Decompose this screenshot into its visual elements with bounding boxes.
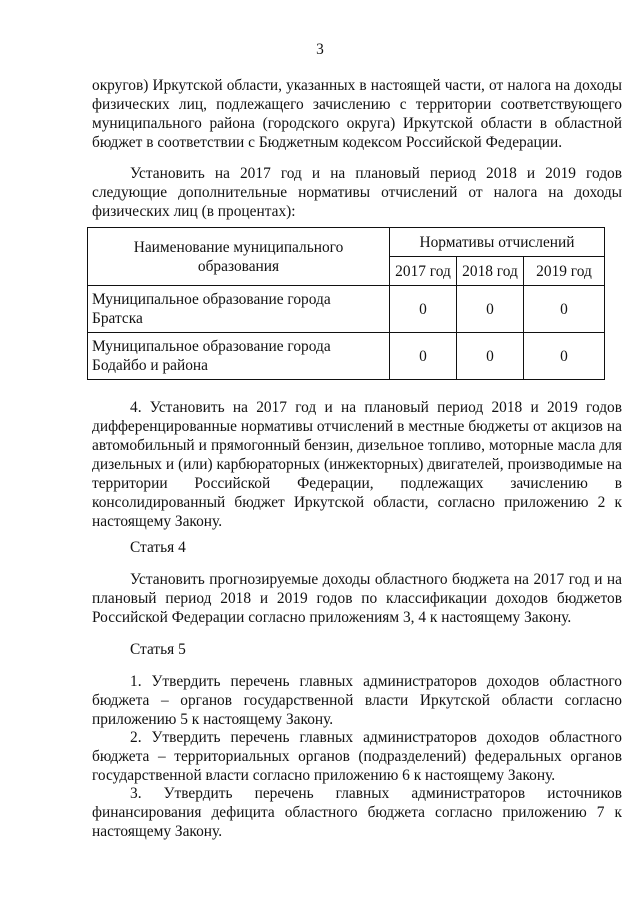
- norm-value-2018: 0: [457, 333, 524, 380]
- norm-value-2018: 0: [457, 286, 524, 333]
- paragraph-continuation: округов) Иркутской области, указанных в настоящей части, от налога на доходы физических лиц, подлежащего зачислению с территории соответствующего муниципального района (городского округа) Иркутской области в областной бюджет в соответствии с Бюджетным кодексом Российской Федерации.: [92, 77, 622, 151]
- table-header-row: [88, 228, 605, 257]
- municipality-name: Муниципальное образование города Братска: [88, 286, 390, 333]
- norm-value-2017: 0: [390, 286, 457, 333]
- page-number: 3: [316, 41, 324, 58]
- article-5-item-3: 3. Утвердить перечень главных администраторов источников финансирования дефицита областного бюджета согласно приложению 7 к настоящему Закону.: [92, 785, 622, 840]
- article-5-item-1: 1. Утвердить перечень главных администраторов доходов областного бюджета – органов государственной власти Иркутской области согласно приложению 5 к настоящему Закону.: [92, 673, 622, 728]
- year-header-2019: 2019 год: [524, 257, 605, 286]
- norm-value-2019: 0: [524, 333, 605, 380]
- municipality-column-header: Наименование муниципального образования: [88, 228, 390, 286]
- article-5-item-2: 2. Утвердить перечень главных администраторов доходов областного бюджета – территориальных органов (подразделений) федеральных органов государственной власти согласно приложению 6 к настоящему Закону.: [92, 729, 622, 784]
- norm-value-2019: 0: [524, 286, 605, 333]
- table-row: [88, 286, 605, 333]
- article-4-text: Установить прогнозируемые доходы областного бюджета на 2017 год и на плановый период 2018 и 2019 годов по классификации доходов бюджетов Российской Федерации согласно приложениям 3, 4 к настоящему Закону.: [92, 571, 622, 626]
- article-4-title: Статья 4: [130, 539, 186, 556]
- paragraph-additional-norms: Установить на 2017 год и на плановый период 2018 и 2019 годов следующие дополнительные нормативы отчислений от налога на доходы физических лиц (в процентах):: [92, 165, 622, 220]
- paragraph-item-4: 4. Установить на 2017 год и на плановый период 2018 и 2019 годов дифференцированные нормативы отчислений в местные бюджеты от акцизов на автомобильный и прямогонный бензин, дизельное топливо, моторные масла для дизельных и (или) карбюраторных (инжекторных) двигателей, производимые на территории Российской Федерации, подлежащих зачислению в консолидированный бюджет Иркутской области, согласно приложению 2 к настоящему Закону.: [92, 399, 622, 530]
- norms-table: [87, 227, 605, 380]
- table-row: [88, 333, 605, 380]
- norms-column-group-header: Нормативы отчислений: [390, 228, 605, 257]
- norm-value-2017: 0: [390, 333, 457, 380]
- year-header-2017: 2017 год: [390, 257, 457, 286]
- year-header-2018: 2018 год: [457, 257, 524, 286]
- article-5-title: Статья 5: [130, 641, 186, 658]
- municipality-name: Муниципальное образование города Бодайбо и района: [88, 333, 390, 380]
